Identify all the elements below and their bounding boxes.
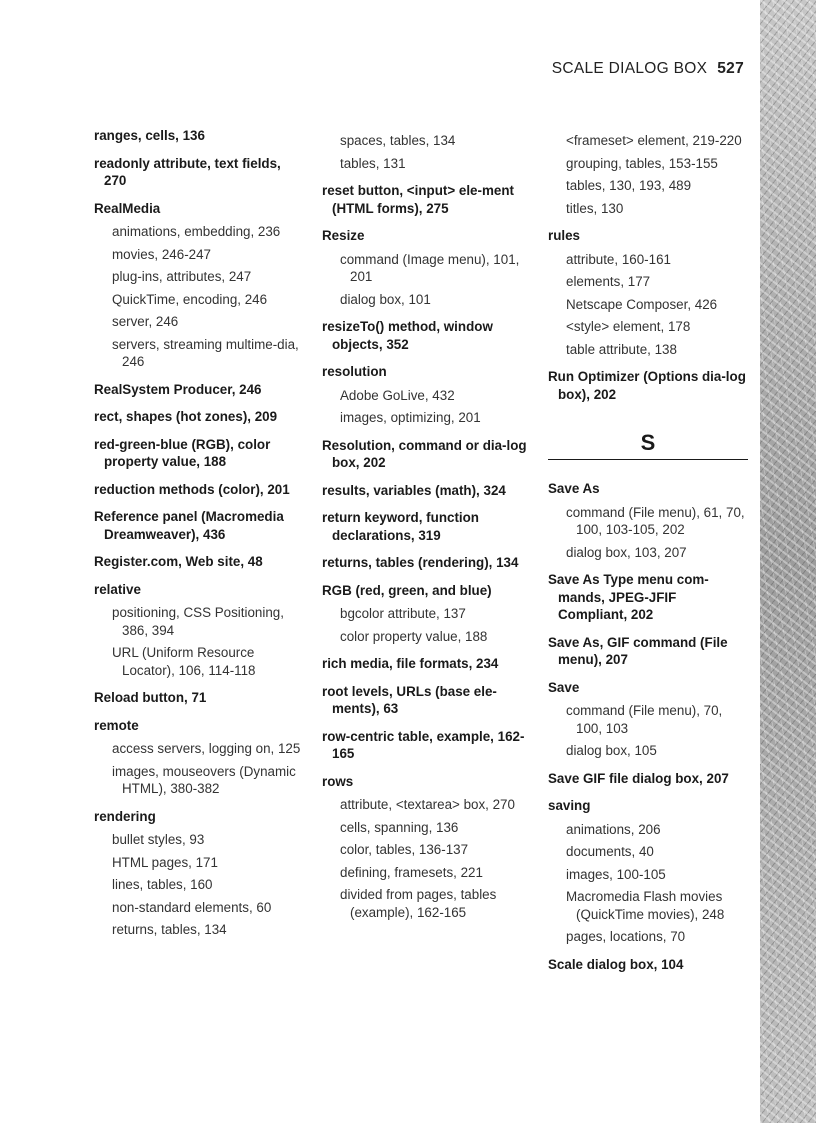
index-subentry: command (Image menu), 101, 201 xyxy=(340,251,520,284)
index-entry: readonly attribute, text fields, 270 xyxy=(94,155,281,188)
index-entry: reduction methods (color), 201 xyxy=(94,481,290,497)
index-entry: Reference panel (Macromedia Dreamweaver), 436 xyxy=(94,509,284,542)
index-subentry: images, mouseovers (Dynamic HTML), 380-382 xyxy=(112,763,296,796)
index-subentry: movies, 246-247 xyxy=(112,246,211,262)
index-subentry: cells, spanning, 136 xyxy=(340,819,459,835)
index-entry: rows xyxy=(322,773,354,789)
index-entry: reset button, <input> ele-ment (HTML forms), 275 xyxy=(322,183,514,216)
index-entry: rendering xyxy=(94,808,156,824)
index-subentry: titles, 130 xyxy=(566,200,624,216)
index-entry: Resolution, command or dia-log box, 202 xyxy=(322,437,527,470)
index-subentry: animations, 206 xyxy=(566,821,661,837)
index-subentry: HTML pages, 171 xyxy=(112,854,218,870)
running-head xyxy=(552,60,744,78)
index-subentry: command (File menu), 70, 100, 103 xyxy=(566,703,723,736)
index-subentry: pages, locations, 70 xyxy=(566,929,686,944)
index-entry: relative xyxy=(94,581,141,597)
index-entry: row-centric table, example, 162-165 xyxy=(322,728,525,761)
index-subentry: grouping, tables, 153-155 xyxy=(566,155,718,171)
index-subentry: Macromedia Flash movies (QuickTime movies), 248 xyxy=(566,889,725,922)
index-entry: RealMedia xyxy=(94,200,161,216)
index-entry: Save GIF file dialog box, 207 xyxy=(548,770,729,786)
index-entry: Save As xyxy=(548,481,600,496)
index-subentry: table attribute, 138 xyxy=(566,341,677,357)
index-subentry: tables, 131 xyxy=(340,155,406,171)
index-subentry: defining, framesets, 221 xyxy=(340,864,483,880)
index-subentry: Adobe GoLive, 432 xyxy=(340,387,455,403)
index-subentry: bullet styles, 93 xyxy=(112,832,205,847)
index-subentry: dialog box, 103, 207 xyxy=(566,544,687,560)
index-entry: Register.com, Web site, 48 xyxy=(94,554,263,569)
index-subentry: attribute, 160-161 xyxy=(566,251,671,267)
index-subentry: command (File menu), 61, 70, 100, 103-105, 202 xyxy=(566,504,745,537)
index-column-3-top xyxy=(548,132,748,403)
index-entry: Scale dialog box, 104 xyxy=(548,956,684,972)
index-entry: Reload button, 71 xyxy=(94,690,207,705)
index-entry: results, variables (math), 324 xyxy=(322,482,506,498)
index-entry: RealSystem Producer, 246 xyxy=(94,381,262,397)
index-entry: Save xyxy=(548,679,580,695)
index-entry: rich media, file formats, 234 xyxy=(322,656,499,671)
index-subentry: attribute, <textarea> box, 270 xyxy=(340,797,515,812)
index-entry: rect, shapes (hot zones), 209 xyxy=(94,409,278,424)
index-subentry: URL (Uniform Resource Locator), 106, 114-118 xyxy=(112,645,256,678)
index-subentry: animations, embedding, 236 xyxy=(112,224,281,239)
index-entry: resolution xyxy=(322,364,387,379)
index-entry: resizeTo() method, window objects, 352 xyxy=(322,319,493,352)
index-column-2 xyxy=(322,127,532,921)
index-subentry: divided from pages, tables (example), 162-165 xyxy=(340,887,497,920)
index-subentry: color property value, 188 xyxy=(340,628,488,644)
index-entry: rules xyxy=(548,228,581,243)
index-column-1 xyxy=(94,127,302,939)
running-head-title: SCALE DIALOG BOX xyxy=(551,60,708,77)
index-subentry: bgcolor attribute, 137 xyxy=(340,606,466,621)
section-letter-heading: S xyxy=(548,429,748,460)
index-entry: RGB (red, green, and blue) xyxy=(322,582,492,598)
index-subentry: QuickTime, encoding, 246 xyxy=(112,291,268,307)
index-entry: Resize xyxy=(322,228,365,243)
index-subentry: Netscape Composer, 426 xyxy=(566,296,718,312)
index-entry: returns, tables (rendering), 134 xyxy=(322,555,519,570)
index-subentry: lines, tables, 160 xyxy=(112,877,213,892)
index-subentry: servers, streaming multime-dia, 246 xyxy=(112,336,299,369)
index-subentry: positioning, CSS Positioning, 386, 394 xyxy=(112,605,284,638)
index-entry: remote xyxy=(94,717,139,733)
index-subentry: access servers, logging on, 125 xyxy=(112,741,301,756)
index-subentry: <style> element, 178 xyxy=(566,319,691,334)
index-subentry: images, 100-105 xyxy=(566,866,666,882)
index-column-3 xyxy=(548,127,748,973)
index-entry: Save As Type menu com-mands, JPEG-JFIF Compliant, 202 xyxy=(548,572,709,622)
index-subentry: plug-ins, attributes, 247 xyxy=(112,269,252,284)
index-subentry: returns, tables, 134 xyxy=(112,922,227,937)
index-subentry: <frameset> element, 219-220 xyxy=(566,133,742,148)
index-subentry: images, optimizing, 201 xyxy=(340,410,481,425)
index-subentry: documents, 40 xyxy=(566,844,654,859)
index-entry: return keyword, function declarations, 319 xyxy=(322,510,479,543)
page-number: 527 xyxy=(717,60,744,77)
index-subentry: dialog box, 101 xyxy=(340,291,431,307)
page-edge-texture xyxy=(760,0,816,1123)
index-column-3-bottom xyxy=(548,480,748,973)
index-subentry: color, tables, 136-137 xyxy=(340,842,469,857)
index-entry: ranges, cells, 136 xyxy=(94,128,205,143)
index-subentry: dialog box, 105 xyxy=(566,743,657,758)
index-entry: root levels, URLs (base ele-ments), 63 xyxy=(322,683,497,716)
index-subentry: tables, 130, 193, 489 xyxy=(566,178,692,193)
index-subentry: server, 246 xyxy=(112,314,179,329)
index-entry: saving xyxy=(548,798,591,813)
index-entry: Save As, GIF command (File menu), 207 xyxy=(548,634,728,667)
index-subentry: elements, 177 xyxy=(566,274,651,289)
index-subentry: non-standard elements, 60 xyxy=(112,899,272,915)
index-subentry: spaces, tables, 134 xyxy=(340,133,456,148)
index-entry: red-green-blue (RGB), color property value, 188 xyxy=(94,436,271,469)
index-entry: Run Optimizer (Options dia-log box), 202 xyxy=(548,369,746,402)
